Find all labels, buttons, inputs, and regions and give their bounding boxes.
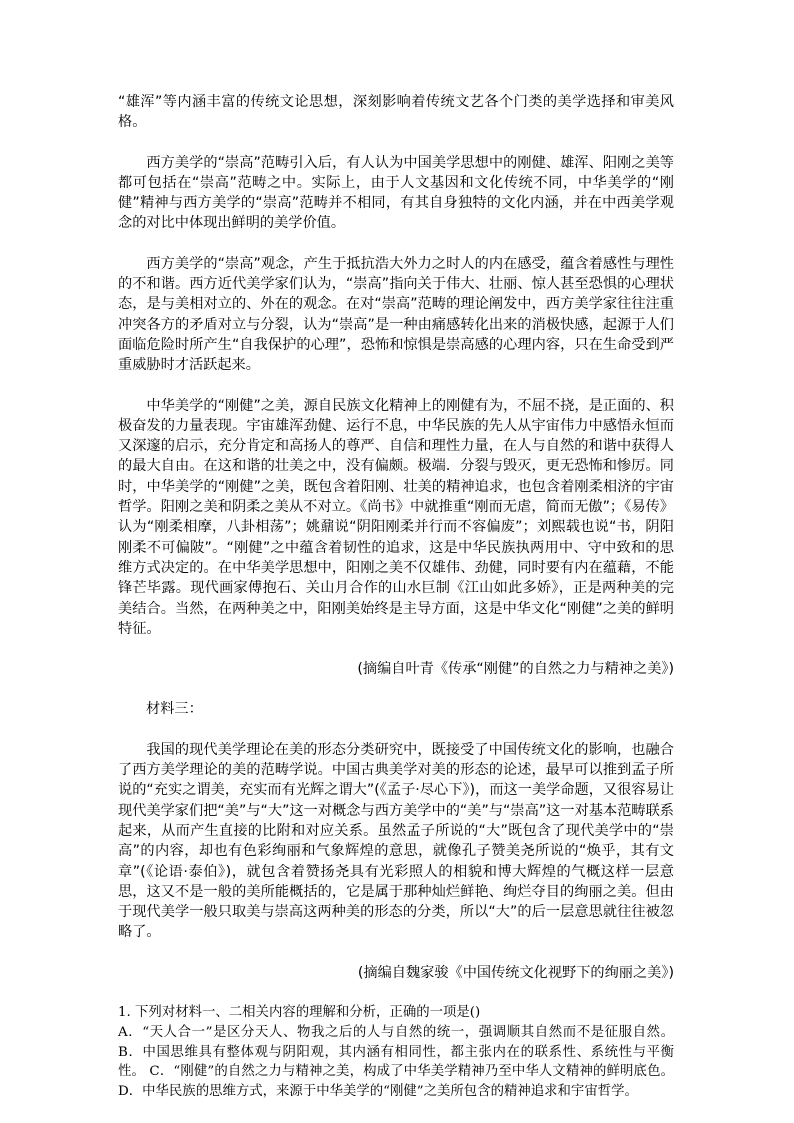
- spacer: [118, 376, 674, 396]
- question-1-options: A．“天人合一”是区分天人、物我之后的人与自然的统一，强调顺其自然而不是征服自然。 B．中国思维具有整体观与阴阳观，其内涵有相同性，都主张内在的联系性、系统性与平衡性。 C．“刚健”的自然之力与精神之美，构成了中华美学精神乃至中华人文精神的鲜明底色。 D．中华民族的思维方式，来源于中华美学的“刚健”之美所包含的精神追求和宇宙哲学。: [118, 1024, 674, 1100]
- question-1-stem: 1. 下列对材料一、二相关内容的理解和分析，正确的一项是(): [118, 1004, 481, 1020]
- spacer: [118, 720, 674, 740]
- document-page: [118, 92, 674, 1102]
- paragraph-zhonghua-gangjian: 中华美学的“刚健”之美，源自民族文化精神上的刚健有为，不屈不挠，是正面的、积极奋发的力量表现。宇宙雄浑劲健、运行不息，中华民族的先人从宇宙伟力中感悟永恒而又深邃的启示，充分肯定和高扬人的尊严、自信和理性力量，在人与自然的和谐中获得人的最大自由。在这和谐的壮美之中，没有偏颇。极端．分裂与毁灭，更无恐怖和惨厉。同时，中华美学的“刚健”之美，既包含着阳刚、壮美的精神追求，也包含着刚柔相济的宇宙哲学。阳刚之美和阴柔之美从不对立。《尚书》中就推重“刚而无虐，简而无傲”；《易传》认为“刚柔相摩，八卦相荡”；姚鼐说“阴阳刚柔并行而不容偏废”；刘熙载也说“书，阴阳刚柔不可偏陂”。“刚健”之中蕴含着韧性的追求，这是中华民族执两用中、守中致和的思维方式决定的。在中华美学思想中，阳刚之美不仅雄伟、劲健，同时要有内在蕴藉，不能锋芒毕露。现代画家傅抱石、关山月合作的山水巨制《江山如此多娇》，正是两种美的完美结合。当然，在两种美之中，阳刚美始终是主导方面，这是中华文化“刚健”之美的鲜明特征。: [118, 397, 674, 637]
- paragraph-material-3: 我国的现代美学理论在美的形态分类研究中，既接受了中国传统文化的影响，也融合了西方美学理论的美的范畴学说。中国古典美学对美的形态的论述，最早可以推到孟子所说的“充实之谓美，充实而有光辉之谓大”(《孟子·尽心下》)，而这一美学命题，又很容易让现代美学家们把“美”与“大”这一对概念与西方美学中的“美”与“崇高”这一对基本范畴联系起来，从而产生直接的比附和对应关系。虽然孟子所说的“大”既包含了现代美学中的“崇高”的内容，却也有色彩绚丽和气象辉煌的意思，就像孔子赞美尧所说的“焕乎，其有文章”(《论语·泰伯》)，就包含着赞扬尧具有光彩照人的相貌和博大辉煌的气概这样一层意思，这又不是一般的美所能概括的，它是属于那种灿烂鲜艳、绚烂夺目的绚丽之美。但由于现代美学一般只取美与崇高这两种美的形态的分类，所以“大”的后一层意思就往往被忽略了。: [118, 741, 674, 941]
- paragraph-xifang-chonggao: 西方美学的“崇高”观念，产生于抵抗浩大外力之时人的内在感受，蕴含着感性与理性的不和谐。西方近代美学家们认为，“崇高”指向关于伟大、壮丽、惊人甚至恐惧的心理状态，是与美相对立的、外在的观念。在对“崇高”范畴的理论阐发中，西方美学家往往注重冲突各方的矛盾对立与分裂，认为“崇高”是一种由痛感转化出来的消极快感，起源于人们面临危险时所产生“自我保护的心理”，恐怖和惊惧是崇高感的心理内容，只在生命受到严重威胁时才活跃起来。: [118, 255, 674, 374]
- spacer: [118, 983, 674, 1003]
- paragraph-continued: “雄浑”等内涵丰富的传统文论思想，深刻影响着传统文艺各个门类的美学选择和审美风格。: [118, 94, 674, 131]
- spacer: [118, 133, 674, 153]
- material-3-label: 材料三：: [146, 701, 203, 718]
- question-block: [118, 1003, 674, 1102]
- spacer: [118, 639, 674, 659]
- spacer: [118, 234, 674, 254]
- spacer: [118, 679, 674, 699]
- paragraph-xifang-intro: 西方美学的“崇高”范畴引入后，有人认为中国美学思想中的刚健、雄浑、阳刚之美等都可包括在“崇高”范畴之中。实际上，由于人文基因和文化传统不同，中华美学的“刚健”精神与西方美学的“崇高”范畴并不相同，有其自身独特的文化内涵，并在中西美学观念的对比中体现出鲜明的美学价值。: [118, 154, 674, 232]
- source-citation-1: (摘编自叶青《传承“刚健”的自然之力与精神之美》): [357, 661, 674, 678]
- spacer: [118, 943, 674, 963]
- source-citation-2: (摘编自魏家骏《中国传统文化视野下的绚丽之美》): [357, 964, 674, 981]
